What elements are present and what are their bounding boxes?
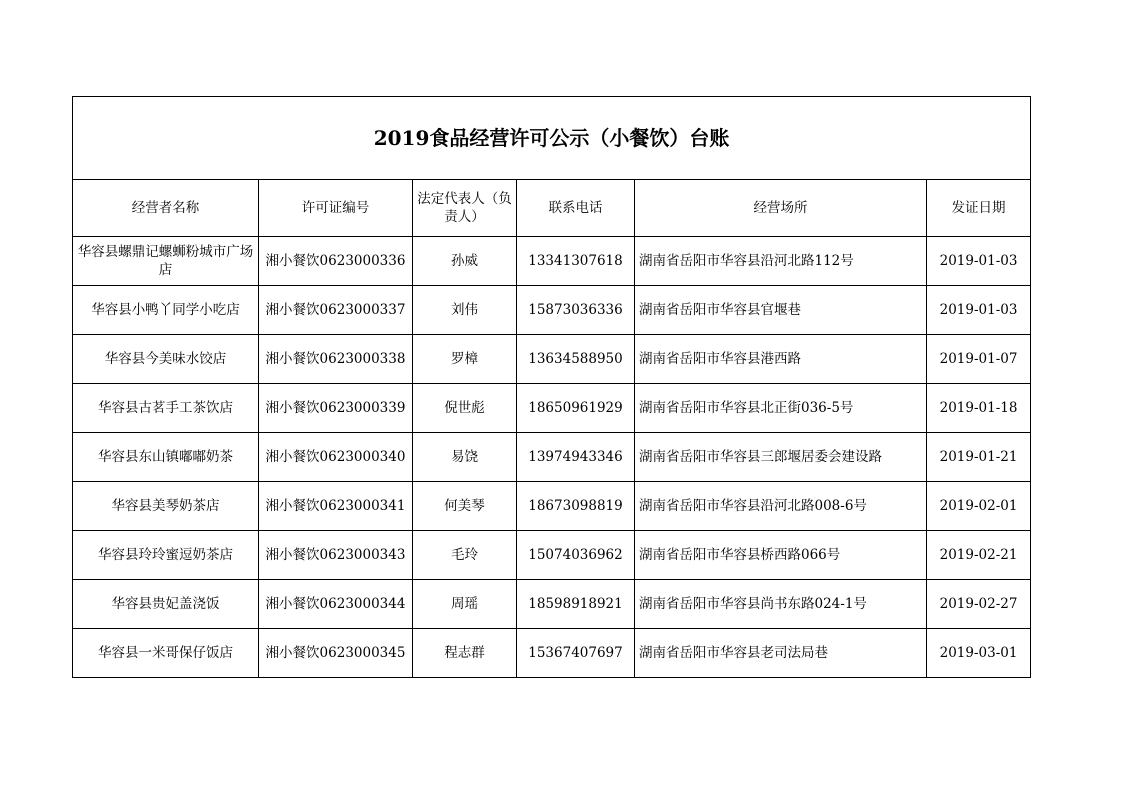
cell-business-name: 华容县螺鼎记螺蛳粉城市广场店 — [73, 237, 259, 286]
cell-legal-representative: 程志群 — [413, 629, 517, 678]
header-phone: 联系电话 — [517, 180, 635, 237]
cell-issue-date: 2019-01-03 — [927, 286, 1031, 335]
cell-business-name: 华容县玲玲蜜逗奶茶店 — [73, 531, 259, 580]
cell-phone: 18673098819 — [517, 482, 635, 531]
cell-phone: 15873036336 — [517, 286, 635, 335]
cell-issue-date: 2019-01-18 — [927, 384, 1031, 433]
cell-address: 湖南省岳阳市华容县官堰巷 — [635, 286, 927, 335]
header-legal-representative: 法定代表人（负责人） — [413, 180, 517, 237]
table-row — [73, 335, 1031, 384]
cell-phone: 15367407697 — [517, 629, 635, 678]
page-title: 2019食品经营许可公示（小餐饮）台账 — [73, 97, 1031, 180]
cell-issue-date: 2019-01-03 — [927, 237, 1031, 286]
cell-business-name: 华容县古茗手工茶饮店 — [73, 384, 259, 433]
cell-license-number: 湘小餐饮0623000339 — [259, 384, 413, 433]
cell-phone: 13341307618 — [517, 237, 635, 286]
cell-license-number: 湘小餐饮0623000343 — [259, 531, 413, 580]
cell-license-number: 湘小餐饮0623000340 — [259, 433, 413, 482]
cell-legal-representative: 刘伟 — [413, 286, 517, 335]
cell-address: 湖南省岳阳市华容县桥西路066号 — [635, 531, 927, 580]
cell-issue-date: 2019-03-01 — [927, 629, 1031, 678]
cell-license-number: 湘小餐饮0623000341 — [259, 482, 413, 531]
table-row — [73, 580, 1031, 629]
cell-legal-representative: 倪世彪 — [413, 384, 517, 433]
cell-address: 湖南省岳阳市华容县尚书东路024-1号 — [635, 580, 927, 629]
cell-address: 湖南省岳阳市华容县港西路 — [635, 335, 927, 384]
cell-address: 湖南省岳阳市华容县三郎堰居委会建设路 — [635, 433, 927, 482]
cell-license-number: 湘小餐饮0623000345 — [259, 629, 413, 678]
cell-issue-date: 2019-02-21 — [927, 531, 1031, 580]
header-issue-date: 发证日期 — [927, 180, 1031, 237]
cell-address: 湖南省岳阳市华容县北正街036-5号 — [635, 384, 927, 433]
cell-license-number: 湘小餐饮0623000336 — [259, 237, 413, 286]
header-business-name: 经营者名称 — [73, 180, 259, 237]
license-ledger-table — [72, 96, 1031, 678]
cell-legal-representative: 毛玲 — [413, 531, 517, 580]
cell-business-name: 华容县一米哥保仔饭店 — [73, 629, 259, 678]
table-row — [73, 286, 1031, 335]
cell-legal-representative: 何美琴 — [413, 482, 517, 531]
cell-license-number: 湘小餐饮0623000344 — [259, 580, 413, 629]
cell-business-name: 华容县小鸭丫同学小吃店 — [73, 286, 259, 335]
cell-business-name: 华容县今美味水饺店 — [73, 335, 259, 384]
column-header-row — [73, 180, 1031, 237]
table-row — [73, 384, 1031, 433]
cell-phone: 18650961929 — [517, 384, 635, 433]
cell-license-number: 湘小餐饮0623000338 — [259, 335, 413, 384]
cell-legal-representative: 罗樟 — [413, 335, 517, 384]
cell-issue-date: 2019-02-01 — [927, 482, 1031, 531]
cell-license-number: 湘小餐饮0623000337 — [259, 286, 413, 335]
table-row — [73, 482, 1031, 531]
cell-business-name: 华容县东山镇嘟嘟奶茶 — [73, 433, 259, 482]
cell-phone: 15074036962 — [517, 531, 635, 580]
cell-address: 湖南省岳阳市华容县老司法局巷 — [635, 629, 927, 678]
cell-legal-representative: 孙威 — [413, 237, 517, 286]
cell-issue-date: 2019-01-21 — [927, 433, 1031, 482]
table-row — [73, 433, 1031, 482]
cell-legal-representative: 周瑶 — [413, 580, 517, 629]
cell-legal-representative: 易饶 — [413, 433, 517, 482]
table-row — [73, 629, 1031, 678]
table-row — [73, 237, 1031, 286]
cell-issue-date: 2019-01-07 — [927, 335, 1031, 384]
cell-address: 湖南省岳阳市华容县沿河北路008-6号 — [635, 482, 927, 531]
cell-issue-date: 2019-02-27 — [927, 580, 1031, 629]
table-row — [73, 531, 1031, 580]
cell-business-name: 华容县贵妃盖浇饭 — [73, 580, 259, 629]
cell-business-name: 华容县美琴奶茶店 — [73, 482, 259, 531]
cell-phone: 13974943346 — [517, 433, 635, 482]
cell-address: 湖南省岳阳市华容县沿河北路112号 — [635, 237, 927, 286]
cell-phone: 13634588950 — [517, 335, 635, 384]
header-license-number: 许可证编号 — [259, 180, 413, 237]
header-address: 经营场所 — [635, 180, 927, 237]
cell-phone: 18598918921 — [517, 580, 635, 629]
